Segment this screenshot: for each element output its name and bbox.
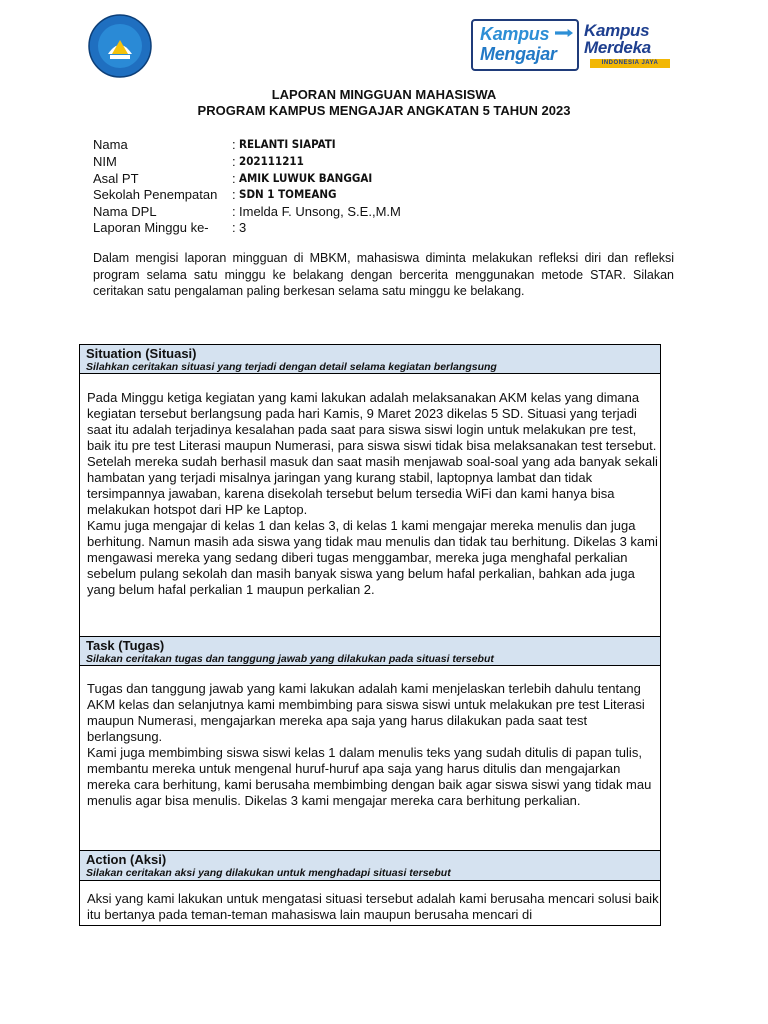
section-header-action xyxy=(80,850,660,881)
info-value: 3 xyxy=(239,220,247,235)
logo-text: Kampus xyxy=(584,21,650,40)
section-paragraph: Tugas dan tanggung jawab yang kami lakukan adalah kami menjelaskan terlebih dahulu tentang AKM kelas dan selanjutnya kami membimbing para siswa siswi untuk melakukan pre test Literasi maupun Numerasi, mengajarkan mereka apa saja yang harus dilakukan pada saat test berlangsung. xyxy=(87,681,645,744)
info-colon: : xyxy=(232,137,236,152)
info-label: Asal PT xyxy=(93,171,139,186)
info-value: RELANTI SIAPATI xyxy=(239,137,336,151)
logo-text: Mengajar xyxy=(480,44,557,64)
arrow-icon xyxy=(555,29,573,37)
section-title: Situation (Situasi) xyxy=(86,346,197,361)
info-value: 202111211 xyxy=(239,154,304,168)
section-paragraph: Pada Minggu ketiga kegiatan yang kami lakukan adalah melaksanakan AKM kelas yang dimana kegiatan tersebut berlangsung pada hari Kamis, 9 Maret 2023 dikelas 5 SD. Situasi yang terjadi saat itu adalah terjadinya kesalahan pada saat para siswa siswi login untuk melakukan pre test, baik itu pre test Literasi maupun Numerasi, para siswa siswi tidak bisa melaksanakan test tersebut. Setelah mereka sudah berhasil masuk dan saat masih menjawab soal-soal yang ada banyak sekali hambatan yang terjadi misalnya jaringan yang kurang stabil, laptopnya lambat dan tidak tersimpannya jawaban, karena disekolah tersebut belum tersedia WiFi dan kami hanya bisa melakukan hotspot dari HP ke Laptop. xyxy=(87,390,658,517)
section-paragraph: Kami juga membimbing siswa siswi kelas 1 dalam menulis teks yang sudah ditulis di papan tulis, membantu mereka untuk mengenal huruf-huruf apa saja yang harus ditulis dan mengajarkan mereka cara berhitung, kami berusaha membimbing dengan baik agar siswa siswi yang tidak mau menulis agar bisa menulis. Dikelas 3 kami mengajar mereka cara berhitung perkalian. xyxy=(87,745,652,808)
info-label: NIM xyxy=(93,154,117,169)
info-label: Nama DPL xyxy=(93,204,157,219)
section-body-action xyxy=(87,891,661,923)
info-colon: : xyxy=(232,204,236,219)
info-colon: : xyxy=(232,154,236,169)
kampus-mengajar-logo xyxy=(471,19,579,71)
program-title: PROGRAM KAMPUS MENGAJAR ANGKATAN 5 TAHUN 2023 xyxy=(197,103,571,118)
info-value: Imelda F. Unsong, S.E.,M.M xyxy=(239,204,401,219)
report-title: LAPORAN MINGGUAN MAHASISWA xyxy=(271,87,497,102)
info-value: AMIK LUWUK BANGGAI xyxy=(239,171,373,185)
section-subtitle: Silahkan ceritakan situasi yang terjadi dengan detail selama kegiatan berlangsung xyxy=(86,361,497,373)
section-subtitle: Silakan ceritakan tugas dan tanggung jawab yang dilakukan pada situasi tersebut xyxy=(86,653,494,665)
kampus-merdeka-logo xyxy=(582,19,672,71)
section-title: Task (Tugas) xyxy=(86,638,165,653)
logo-tagline: INDONESIA JAYA xyxy=(590,59,670,68)
info-colon: : xyxy=(232,171,236,186)
section-header-task xyxy=(80,636,660,666)
section-paragraph: Kamu juga mengajar di kelas 1 dan kelas 3, di kelas 1 kami mengajar mereka menulis dan juga berhitung. Namun masih ada siswa yang tidak mau menulis dan tidak tau berhitung. Dikelas 3 kami mengawasi mereka yang sedang diberi tugas menggambar, mereka juga menghafal perkalian sebelum pulang sekolah dan masih banyak siswa yang belum hafal perkalian, bahkan ada juga yang belum hafal perkalian 1 maupun perkalian 2. xyxy=(87,518,658,597)
logo-text: Kampus xyxy=(480,24,550,44)
info-label: Sekolah Penempatan xyxy=(93,187,218,202)
section-body-task xyxy=(87,681,661,809)
section-title: Action (Aksi) xyxy=(86,852,167,867)
info-value: SDN 1 TOMEANG xyxy=(239,187,337,201)
logo-text: Merdeka xyxy=(584,38,651,57)
section-header-situation xyxy=(80,344,660,374)
info-colon: : xyxy=(232,187,236,202)
info-colon: : xyxy=(232,220,236,235)
intro-paragraph: Dalam mengisi laporan mingguan di MBKM, mahasiswa diminta melakukan refleksi diri dan refleksi program selama satu minggu ke belakang dengan bercerita menggunakan metode STAR. Silakan ceritakan satu pengalaman paling berkesan selama satu minggu ke belakang. xyxy=(93,251,674,298)
section-paragraph: Aksi yang kami lakukan untuk mengatasi situasi tersebut adalah kami berusaha mencari solusi baik itu bertanya pada teman-teman mahasiswa lain maupun berusaha mencari di xyxy=(87,891,659,922)
star-table xyxy=(79,344,661,926)
info-label: Laporan Minggu ke- xyxy=(93,220,209,235)
tut-wuri-handayani-logo xyxy=(88,14,152,78)
section-body-situation xyxy=(87,390,661,598)
section-subtitle: Silakan ceritakan aksi yang dilakukan untuk menghadapi situasi tersebut xyxy=(86,867,451,879)
info-label: Nama xyxy=(93,137,128,152)
